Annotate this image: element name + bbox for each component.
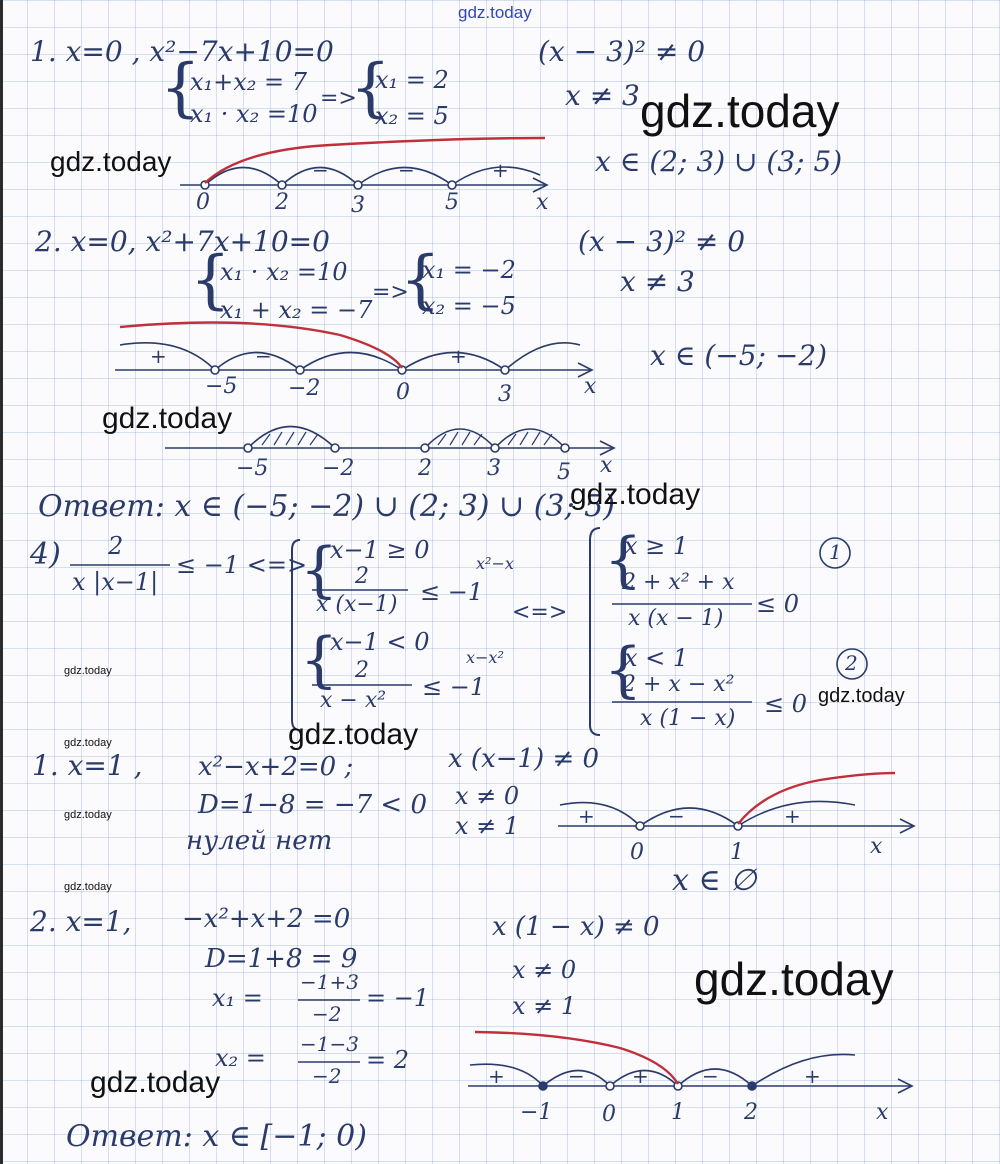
watermark: gdz.today bbox=[102, 402, 233, 435]
watermark: gdz.today bbox=[90, 1066, 221, 1099]
case2-axis-var: x bbox=[876, 1100, 889, 1125]
watermark: gdz.today bbox=[570, 478, 701, 511]
case2-sign: + bbox=[632, 1064, 649, 1088]
case1-discriminant: D=1−8 = −7 < 0 bbox=[198, 790, 427, 820]
task4-c1-denominator: x (x−1) bbox=[316, 592, 398, 617]
task4-r2-brace: { bbox=[604, 635, 643, 705]
task4-mark-1: 1 bbox=[829, 540, 842, 564]
watermark-small: gdz.today bbox=[64, 737, 112, 749]
case2-x2-lhs: x₂ = bbox=[215, 1044, 266, 1072]
task4-equivalence: <=> bbox=[512, 600, 568, 625]
watermark: gdz.today bbox=[288, 718, 419, 751]
case2-discriminant: D=1+8 = 9 bbox=[205, 944, 358, 974]
case2-x2-numerator: −1−3 bbox=[300, 1032, 359, 1056]
case2-sign: − bbox=[702, 1064, 719, 1088]
part1-vieta-product: x₁ · x₂ =10 bbox=[190, 100, 318, 128]
task4-c1-numerator: 2 bbox=[355, 564, 369, 589]
case2-sign: − bbox=[568, 1064, 585, 1088]
case1-sign: + bbox=[784, 804, 801, 828]
union-answer: Ответ: x ∈ (−5; −2) ∪ (2; 3) ∪ (3; 5) bbox=[38, 489, 615, 524]
part2-axis-var: x bbox=[584, 374, 597, 399]
part1-tick-2: 2 bbox=[275, 190, 289, 215]
part1-sign: − bbox=[398, 158, 415, 182]
part2-implies: => bbox=[372, 280, 409, 305]
case1-tick-1: 1 bbox=[730, 840, 744, 865]
task4-inequality: ≤ −1 <=> bbox=[176, 551, 308, 579]
case1-number-line bbox=[558, 801, 914, 833]
watermark: gdz.today bbox=[818, 685, 905, 707]
task4-c1-brace: { bbox=[300, 535, 339, 605]
watermark-small: gdz.today bbox=[64, 881, 112, 893]
task4-r1-condition: x ≥ 1 bbox=[624, 532, 689, 560]
part1-axis-var: x bbox=[536, 190, 549, 215]
part2-result-brace: { bbox=[400, 243, 441, 317]
watermark: gdz.today bbox=[50, 146, 172, 177]
case2-x1-denominator: −2 bbox=[312, 1002, 342, 1026]
part2-root-x1: x₁ = −2 bbox=[422, 256, 516, 284]
case2-header: 2. x=1, bbox=[30, 905, 132, 938]
task4-c2-multiplier: x−x² bbox=[466, 648, 504, 667]
case1-red-region bbox=[738, 773, 895, 828]
part2-vieta-sum: x₁ + x₂ = −7 bbox=[220, 296, 373, 324]
case2-x1-value: = −1 bbox=[366, 984, 430, 1012]
task4-c1-multiplier: x²−x bbox=[476, 554, 514, 573]
part2-number-line bbox=[115, 343, 592, 377]
task4-r2-denominator: x (1 − x) bbox=[640, 706, 736, 731]
part1-root-x2: x₂ = 5 bbox=[375, 102, 449, 130]
case1-sign: − bbox=[668, 804, 685, 828]
case1-equation: x²−x+2=0 ; bbox=[198, 752, 354, 782]
part2-tick-3: 3 bbox=[498, 382, 512, 407]
task4-c1-rhs: ≤ −1 bbox=[420, 578, 484, 606]
case2-answer: Ответ: x ∈ [−1; 0) bbox=[66, 1119, 367, 1154]
watermark-large: gdz.today bbox=[694, 953, 894, 1005]
task4-numerator: 2 bbox=[108, 532, 124, 560]
case2-x1-lhs: x₁ = bbox=[212, 984, 263, 1012]
part2-system-brace: { bbox=[190, 243, 231, 317]
union-tick-5: 5 bbox=[557, 460, 571, 485]
part2-equation: 2. x=0, x²+7x+10=0 bbox=[35, 225, 330, 258]
case1-sign: + bbox=[578, 804, 595, 828]
case1-tick-0: 0 bbox=[630, 840, 644, 865]
task4-r1-brace: { bbox=[604, 525, 643, 595]
case1-header: 1. x=1 , bbox=[32, 749, 143, 782]
task4-r1-rhs: ≤ 0 bbox=[756, 590, 800, 618]
case1-domain-x1: x ≠ 1 bbox=[455, 812, 520, 840]
task4-r2-condition: x < 1 bbox=[624, 644, 689, 672]
case2-x1-numerator: −1+3 bbox=[300, 970, 359, 994]
union-tick-2: 2 bbox=[418, 456, 432, 481]
task4-denominator: x |x−1| bbox=[72, 568, 159, 596]
part1-result-brace: { bbox=[350, 51, 391, 125]
part1-vieta-sum: x₁+x₂ = 7 bbox=[190, 68, 308, 96]
case2-tick--1: −1 bbox=[520, 1100, 553, 1125]
case2-tick-1: 1 bbox=[671, 1100, 685, 1125]
case2-x2-denominator: −2 bbox=[312, 1064, 342, 1088]
part1-tick-0: 0 bbox=[196, 190, 210, 215]
part1-tick-5: 5 bbox=[445, 190, 459, 215]
case1-axis-var: x bbox=[870, 834, 883, 859]
part1-implies: => bbox=[320, 86, 357, 111]
part1-condition-2: x ≠ 3 bbox=[565, 79, 640, 112]
case2-sign: + bbox=[804, 1064, 821, 1088]
case2-x2-value: = 2 bbox=[366, 1046, 410, 1074]
task4-r2-numerator: 2 + x − x² bbox=[622, 672, 735, 697]
watermark-small: gdz.today bbox=[64, 665, 112, 677]
case2-tick-2: 2 bbox=[744, 1100, 758, 1125]
case2-equation: −x²+x+2 =0 bbox=[182, 904, 351, 934]
case2-number-line bbox=[468, 1054, 912, 1093]
part1-system-brace: { bbox=[160, 51, 201, 125]
part1-sign: + bbox=[492, 158, 509, 182]
part1-sign: − bbox=[312, 158, 329, 182]
task4-c1-condition: x−1 ≥ 0 bbox=[330, 536, 430, 564]
part2-tick--2: −2 bbox=[288, 376, 321, 401]
task4-r2-rhs: ≤ 0 bbox=[764, 690, 808, 718]
task4-c2-numerator: 2 bbox=[355, 658, 369, 683]
task4-c2-denominator: x − x² bbox=[320, 688, 387, 713]
case2-domain: x (1 − x) ≠ 0 bbox=[492, 912, 660, 942]
part1-root-x1: x₁ = 2 bbox=[375, 66, 449, 94]
case2-domain-x1: x ≠ 1 bbox=[512, 992, 577, 1020]
union-tick-3: 3 bbox=[487, 456, 501, 481]
union-tick--2: −2 bbox=[322, 456, 355, 481]
part1-tick-3: 3 bbox=[351, 193, 365, 218]
task4-c2-rhs: ≤ −1 bbox=[422, 673, 486, 701]
union-number-line bbox=[165, 427, 614, 456]
union-axis-var: x bbox=[600, 453, 613, 478]
part2-answer: x ∈ (−5; −2) bbox=[650, 339, 828, 372]
part2-sign: − bbox=[255, 344, 272, 368]
case1-domain: x (x−1) ≠ 0 bbox=[448, 744, 600, 774]
case1-result: x ∈ ∅ bbox=[672, 863, 757, 898]
part2-vieta-product: x₁ · x₂ =10 bbox=[220, 258, 348, 286]
part1-equation: 1. x=0 , x²−7x+10=0 bbox=[30, 35, 334, 68]
part2-sign: + bbox=[450, 344, 467, 368]
case2-domain-x0: x ≠ 0 bbox=[512, 956, 577, 984]
part2-condition-2: x ≠ 3 bbox=[620, 265, 695, 298]
case1-no-roots: нулей нет bbox=[186, 826, 333, 856]
part2-tick--5: −5 bbox=[205, 374, 238, 399]
task4-r1-numerator: 2 + x² + x bbox=[622, 570, 735, 595]
task4-c2-condition: x−1 < 0 bbox=[330, 628, 430, 656]
watermark-small: gdz.today bbox=[64, 809, 112, 821]
task4-label: 4) bbox=[30, 537, 61, 572]
union-tick--5: −5 bbox=[236, 456, 269, 481]
case2-sign: + bbox=[488, 1064, 505, 1088]
part1-answer: x ∈ (2; 3) ∪ (3; 5) bbox=[595, 145, 843, 178]
task4-r1-denominator: x (x − 1) bbox=[628, 606, 724, 631]
part2-tick-0: 0 bbox=[396, 380, 410, 405]
task4-c2-brace: { bbox=[300, 625, 339, 695]
task4-right-bracket bbox=[590, 528, 600, 735]
part2-sign: + bbox=[150, 344, 167, 368]
case2-tick-0: 0 bbox=[602, 1102, 616, 1127]
part2-root-x2: x₂ = −5 bbox=[422, 292, 516, 320]
part2-condition: (x − 3)² ≠ 0 bbox=[578, 225, 746, 258]
case1-domain-x0: x ≠ 0 bbox=[455, 782, 520, 810]
watermark-top: gdz.today bbox=[458, 3, 532, 22]
part1-condition: (x − 3)² ≠ 0 bbox=[538, 35, 706, 68]
task4-mark-2: 2 bbox=[845, 651, 858, 675]
watermark-large: gdz.today bbox=[640, 85, 840, 137]
